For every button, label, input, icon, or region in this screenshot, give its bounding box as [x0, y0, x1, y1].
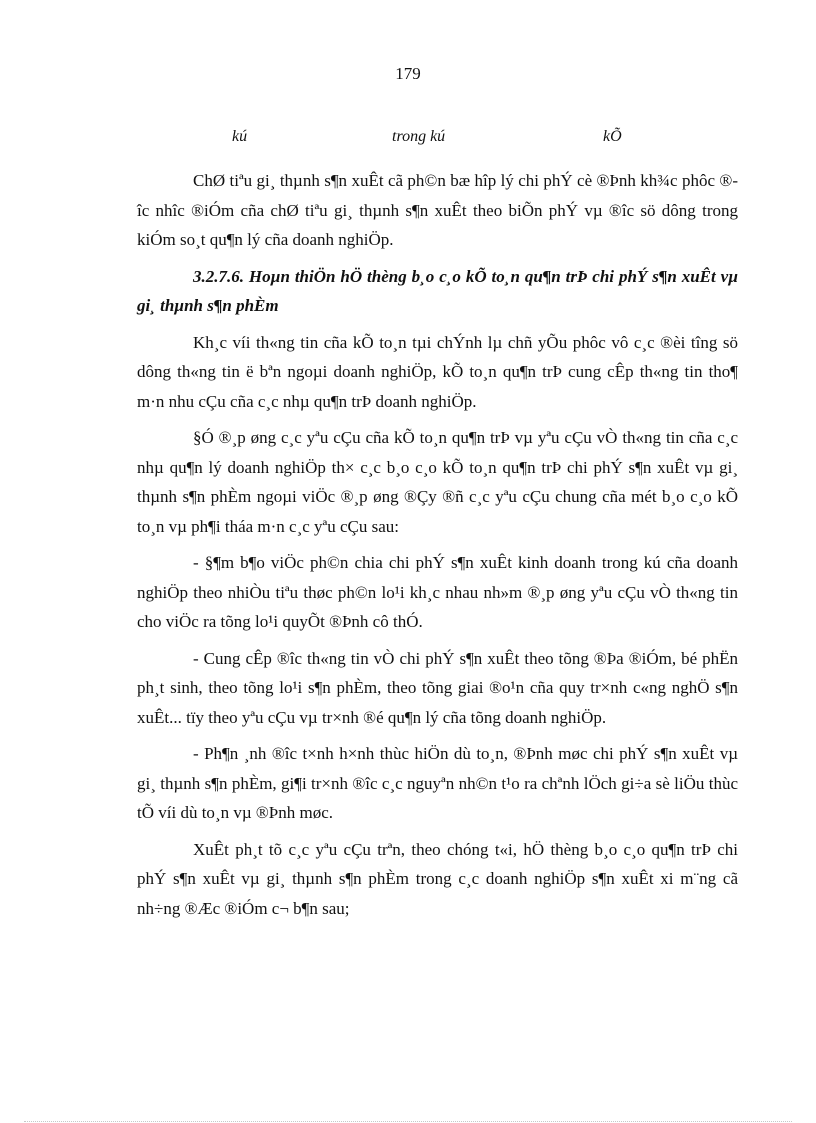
section-heading: 3.2.7.6. Hoµn thiÖn hÖ thèng b¸o c¸o kÕ to¸n qu¶n trÞ chi phÝ s¶n xuÊt vµ gi¸ thµnh s¶n phÈm [137, 266, 738, 315]
italic-fragment-right: kÕ [603, 128, 622, 145]
list-item: - Cung cÊp ®îc th«ng tin vÒ chi phÝ s¶n xuÊt theo tõng ®Þa ®iÓm, bé phËn ph¸t sinh, theo tõng lo¹i s¶n phÈm, theo tõng giai ®o¹n cña quy tr×nh c«ng nghÖ s¶n xuÊt... tïy theo yªu cÇu vµ tr×nh ®é qu¶n lý cña tõng doanh nghiÖp. [137, 648, 738, 727]
document-body [137, 166, 738, 930]
italic-fragment-middle: trong kú [392, 128, 446, 145]
paragraph: XuÊt ph¸t tõ c¸c yªu cÇu trªn, theo chóng t«i, hÖ thèng b¸o c¸o qu¶n trÞ chi phÝ s¶n xuÊt vµ gi¸ thµnh s¶n phÈm trong c¸c doanh nghiÖp s¶n xuÊt xi m¨ng cã nh÷ng ®Æc ®iÓm c¬ b¶n sau; [137, 839, 738, 918]
footer-divider [24, 1121, 792, 1122]
paragraph: Kh¸c víi th«ng tin cña kÕ to¸n tµi chÝnh lµ chñ yÕu phôc vô c¸c ®èi tîng sö dông th«ng tin ë bªn ngoµi doanh nghiÖp, kÕ to¸n qu¶n trÞ cung cÊp th«ng tin tho¶ m·n nhu cÇu cña c¸c nhµ qu¶n trÞ doanh nghiÖp. [137, 332, 738, 411]
page-number: 179 [395, 64, 421, 83]
italic-fragment-left: kú [232, 128, 248, 145]
paragraph: §Ó ®¸p øng c¸c yªu cÇu cña kÕ to¸n qu¶n trÞ vµ yªu cÇu vÒ th«ng tin cña c¸c nhµ qu¶n lý doanh nghiÖp th× c¸c b¸o c¸o kÕ to¸n qu¶n trÞ chi phÝ s¶n xuÊt vµ gi¸ thµnh s¶n phÈm ngoµi viÖc ®¸p øng ®Çy ®ñ c¸c yªu cÇu chung cña mét b¸o c¸o kÕ to¸n vµ ph¶i tháa m·n c¸c yªu cÇu sau: [137, 428, 738, 536]
list-item: - §¶m b¶o viÖc ph©n chia chi phÝ s¶n xuÊt kinh doanh trong kú cña doanh nghiÖp theo nhiÒu tiªu thøc ph©n lo¹i kh¸c nhau nh»m ®¸p øng yªu cÇu vÒ th«ng tin cho viÖc ra tõng lo¹i quyÕt ®Þnh cô thÓ. [137, 553, 738, 631]
paragraph: ChØ tiªu gi¸ thµnh s¶n xuÊt cã ph©n bæ hîp lý chi phÝ cè ®Þnh kh¾c phôc ®îc nhîc ®iÓm cña chØ tiªu gi¸ thµnh s¶n xuÊt theo biÕn phÝ vµ ®îc sö dông trong kiÓm so¸t qu¶n lý cña doanh nghiÖp. [137, 171, 738, 249]
list-item: - Ph¶n ¸nh ®îc t×nh h×nh thùc hiÖn dù to¸n, ®Þnh møc chi phÝ s¶n xuÊt vµ gi¸ thµnh s¶n phÈm, gi¶i tr×nh ®îc c¸c nguyªn nh©n t¹o ra chªnh lÖch gi÷a sè liÖu thùc tÕ víi dù to¸n vµ ®Þnh møc. [137, 744, 738, 822]
